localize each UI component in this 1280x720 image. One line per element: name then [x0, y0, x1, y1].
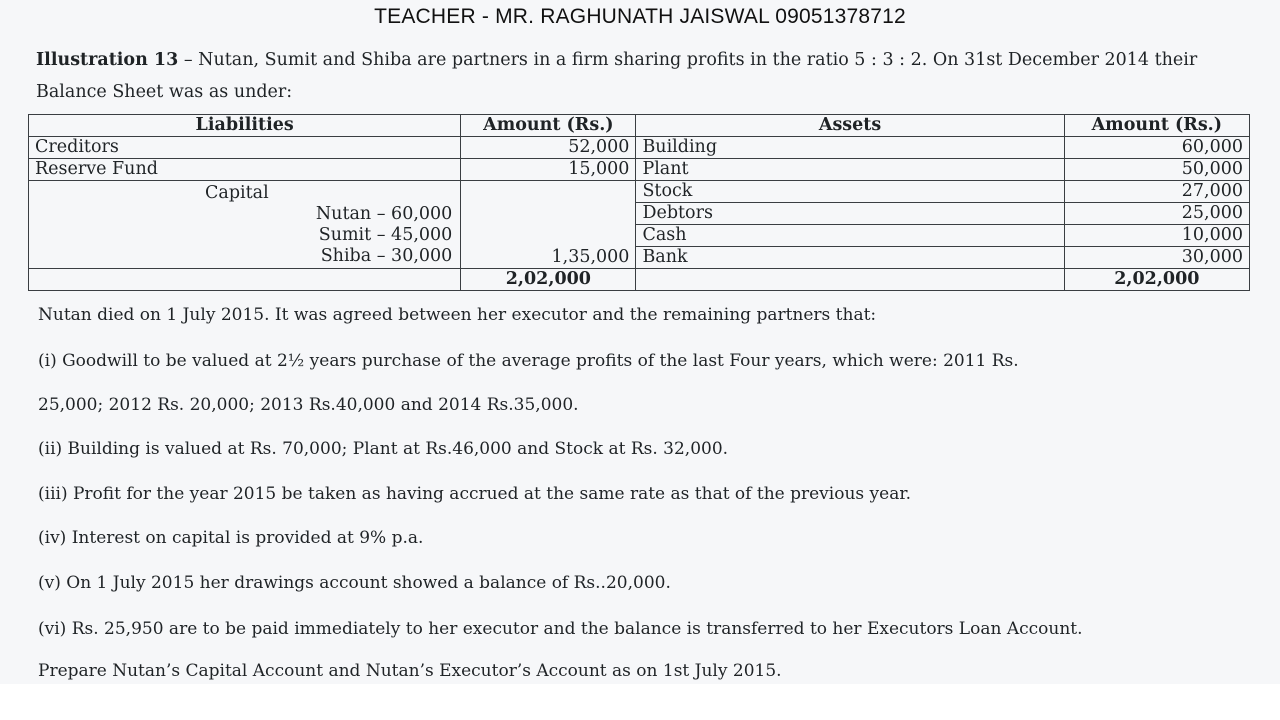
assets-header: Assets	[636, 115, 1064, 137]
total-liabilities: 2,02,000	[461, 269, 636, 291]
total-assets: 2,02,000	[1064, 269, 1249, 291]
total-row	[29, 269, 1250, 291]
question-5: (v) On 1 July 2015 her drawings account showed a balance of Rs..20,000.	[38, 573, 671, 593]
balance-sheet-header-row	[29, 115, 1250, 137]
balance-sheet-table	[28, 114, 1250, 291]
partner-capital-shiba: Shiba – 30,000	[320, 245, 453, 266]
asset-label-plant: Plant	[636, 159, 1064, 181]
capital-amount-spacer	[461, 203, 636, 225]
total-assets-label	[636, 269, 1064, 291]
table-row	[29, 159, 1250, 181]
capital-amount: 1,35,000	[461, 247, 636, 269]
question-2: (ii) Building is valued at Rs. 70,000; Plant at Rs.46,000 and Stock at Rs. 32,000.	[38, 439, 729, 459]
question-1-line-1: (i) Goodwill to be valued at 2½ years purchase of the average profits of the last Four years, which were: 2011 Rs.	[38, 351, 1019, 371]
illustration-label: Illustration 13	[36, 50, 179, 70]
assets-amount-header: Amount (Rs.)	[1064, 115, 1249, 137]
illustration-text: – Nutan, Sumit and Shiba are partners in a firm sharing profits in the ratio 5 : 3 : 2. On 31st December 2014 their Balance Sheet was as under:	[36, 50, 1198, 102]
capital-amount-spacer	[461, 225, 636, 247]
illustration-intro	[36, 44, 1236, 108]
asset-label-bank: Bank	[636, 247, 1064, 269]
creditors-label: Creditors	[29, 137, 461, 159]
asset-amount-cash: 10,000	[1064, 225, 1249, 247]
teacher-header: TEACHER - MR. RAGHUNATH JAISWAL 09051378712	[374, 5, 906, 28]
liabilities-header: Liabilities	[29, 115, 461, 137]
question-1-line-2: 25,000; 2012 Rs. 20,000; 2013 Rs.40,000 and 2014 Rs.35,000.	[38, 395, 579, 415]
asset-amount-stock: 27,000	[1064, 181, 1249, 203]
asset-label-debtors: Debtors	[636, 203, 1064, 225]
liabilities-amount-header: Amount (Rs.)	[461, 115, 636, 137]
asset-label-cash: Cash	[636, 225, 1064, 247]
question-6: (vi) Rs. 25,950 are to be paid immediately to her executor and the balance is transferred to her Executors Loan Account.	[38, 619, 1083, 639]
partner-capital-nutan: Nutan – 60,000	[315, 203, 453, 224]
question-3: (iii) Profit for the year 2015 be taken as having accrued at the same rate as that of the previous year.	[38, 484, 911, 504]
capital-cell	[29, 181, 461, 269]
question-4: (iv) Interest on capital is provided at 9% p.a.	[38, 528, 424, 548]
reserve-fund-amount: 15,000	[461, 159, 636, 181]
asset-amount-building: 60,000	[1064, 137, 1249, 159]
table-row	[29, 137, 1250, 159]
reserve-fund-label: Reserve Fund	[29, 159, 461, 181]
partner-capital-sumit: Sumit – 45,000	[318, 224, 453, 245]
asset-amount-debtors: 25,000	[1064, 203, 1249, 225]
death-statement: Nutan died on 1 July 2015. It was agreed between her executor and the remaining partners that:	[38, 305, 877, 325]
asset-label-stock: Stock	[636, 181, 1064, 203]
capital-amount-spacer	[461, 181, 636, 203]
creditors-amount: 52,000	[461, 137, 636, 159]
total-liabilities-label	[29, 269, 461, 291]
asset-label-building: Building	[636, 137, 1064, 159]
table-row	[29, 181, 1250, 203]
capital-label: Capital	[205, 182, 269, 203]
prepare-instruction: Prepare Nutan’s Capital Account and Nutan’s Executor’s Account as on 1st July 2015.	[38, 661, 782, 681]
asset-amount-bank: 30,000	[1064, 247, 1249, 269]
asset-amount-plant: 50,000	[1064, 159, 1249, 181]
